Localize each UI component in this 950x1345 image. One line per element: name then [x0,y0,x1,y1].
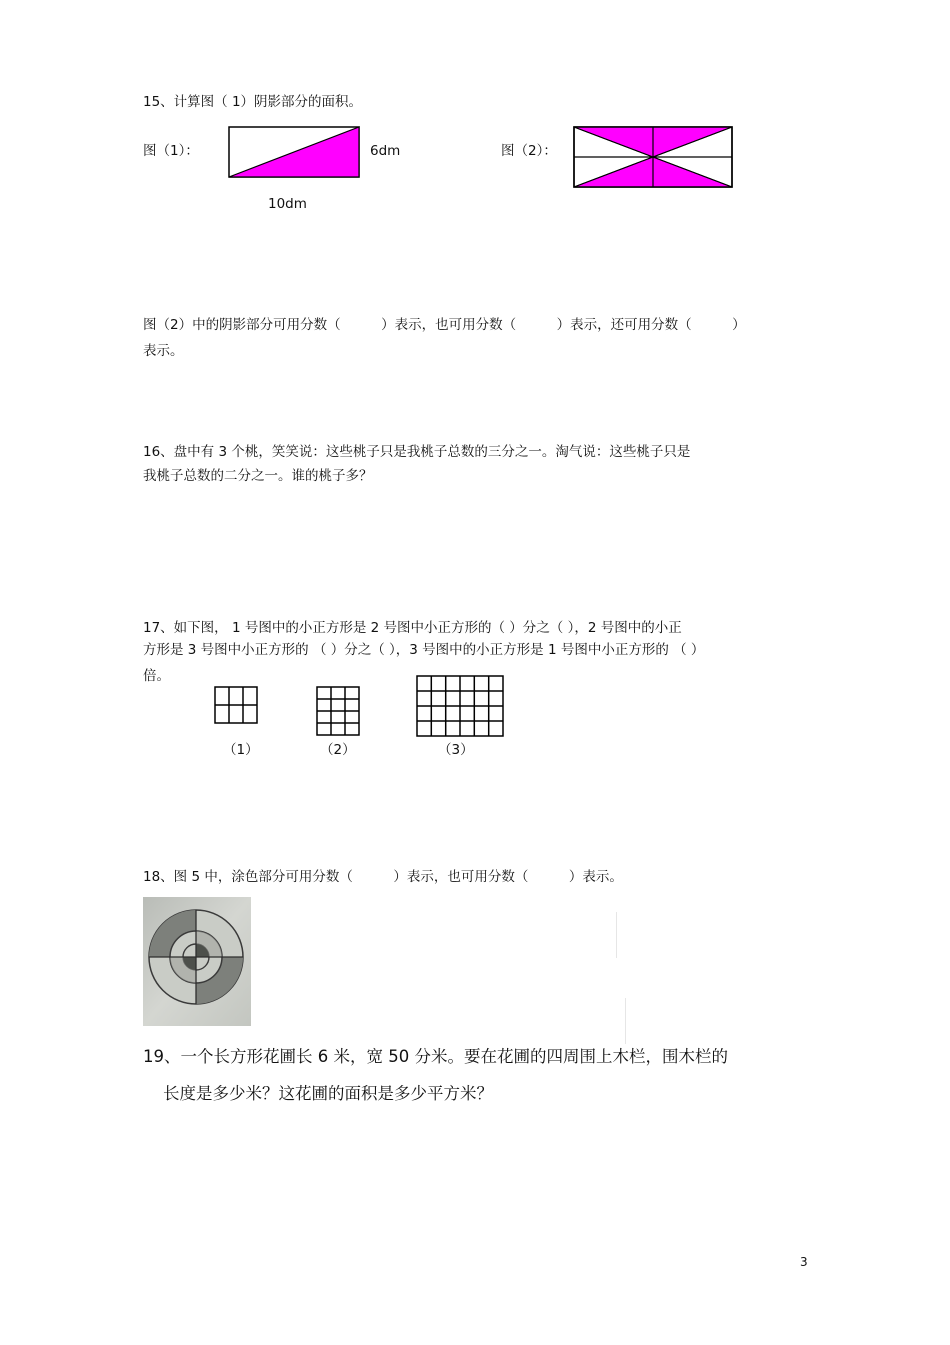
q17-line-1: 17、如下图， 1 号图中的小正方形是 2 号图中小正方形的（ ）分之（ ），2 号图中的小正 [143,620,682,636]
q15-title: 15、计算图（ 1）阴影部分的面积。 [143,94,363,110]
q16-line-1: 16、盘中有 3 个桃，笑笑说：这些桃子只是我桃子总数的三分之一。淘气说：这些桃子只是 [143,444,691,460]
q16-line-2: 我桃子总数的二分之一。谁的桃子多？ [143,468,373,484]
q17-grid-3 [416,675,506,739]
scan-line-2 [625,998,626,1044]
q17-line-2: 方形是 3 号图中小正方形的 （ ）分之（ ），3 号图中的小正方形是 1 号图中小正方形的 （ ） [143,642,705,658]
q18-circle-photo [143,897,251,1026]
q15-fill-line-1: 图（2）中的阴影部分可用分数（ ）表示，也可用分数（ ）表示，还可用分数（ ） [143,317,746,333]
q15-fig2-label: 图（2）： [501,143,557,159]
q15-figure-1 [228,126,362,180]
q18-line-1: 18、图 5 中，涂色部分可用分数（ ）表示，也可用分数（ ）表示。 [143,869,623,885]
q17-grid-1 [214,686,260,726]
q18-circle-figure [143,897,251,1026]
q17-grid-3-label: （3） [438,742,474,758]
q15-fig1-height-label: 6dm [370,143,401,159]
q15-fig1-label: 图（1）： [143,143,199,159]
q19-line-1: 19、一个长方形花圃长 6 米，宽 50 分米。要在花圃的四周围上木栏，围木栏的 [143,1047,728,1066]
q15-fill-line-2: 表示。 [143,343,184,359]
q17-grid-2 [316,686,362,738]
q15-figure-2 [573,126,735,190]
q17-grid-2-label: （2） [320,742,356,758]
q17-grid-1-label: （1） [223,742,259,758]
q15-fig1-width-label: 10dm [268,196,307,212]
scan-line-1 [616,912,617,958]
q17-line-3: 倍。 [143,668,170,684]
page-number: 3 [800,1255,808,1269]
q19-line-2: 长度是多少米？这花圃的面积是多少平方米？ [163,1084,493,1103]
